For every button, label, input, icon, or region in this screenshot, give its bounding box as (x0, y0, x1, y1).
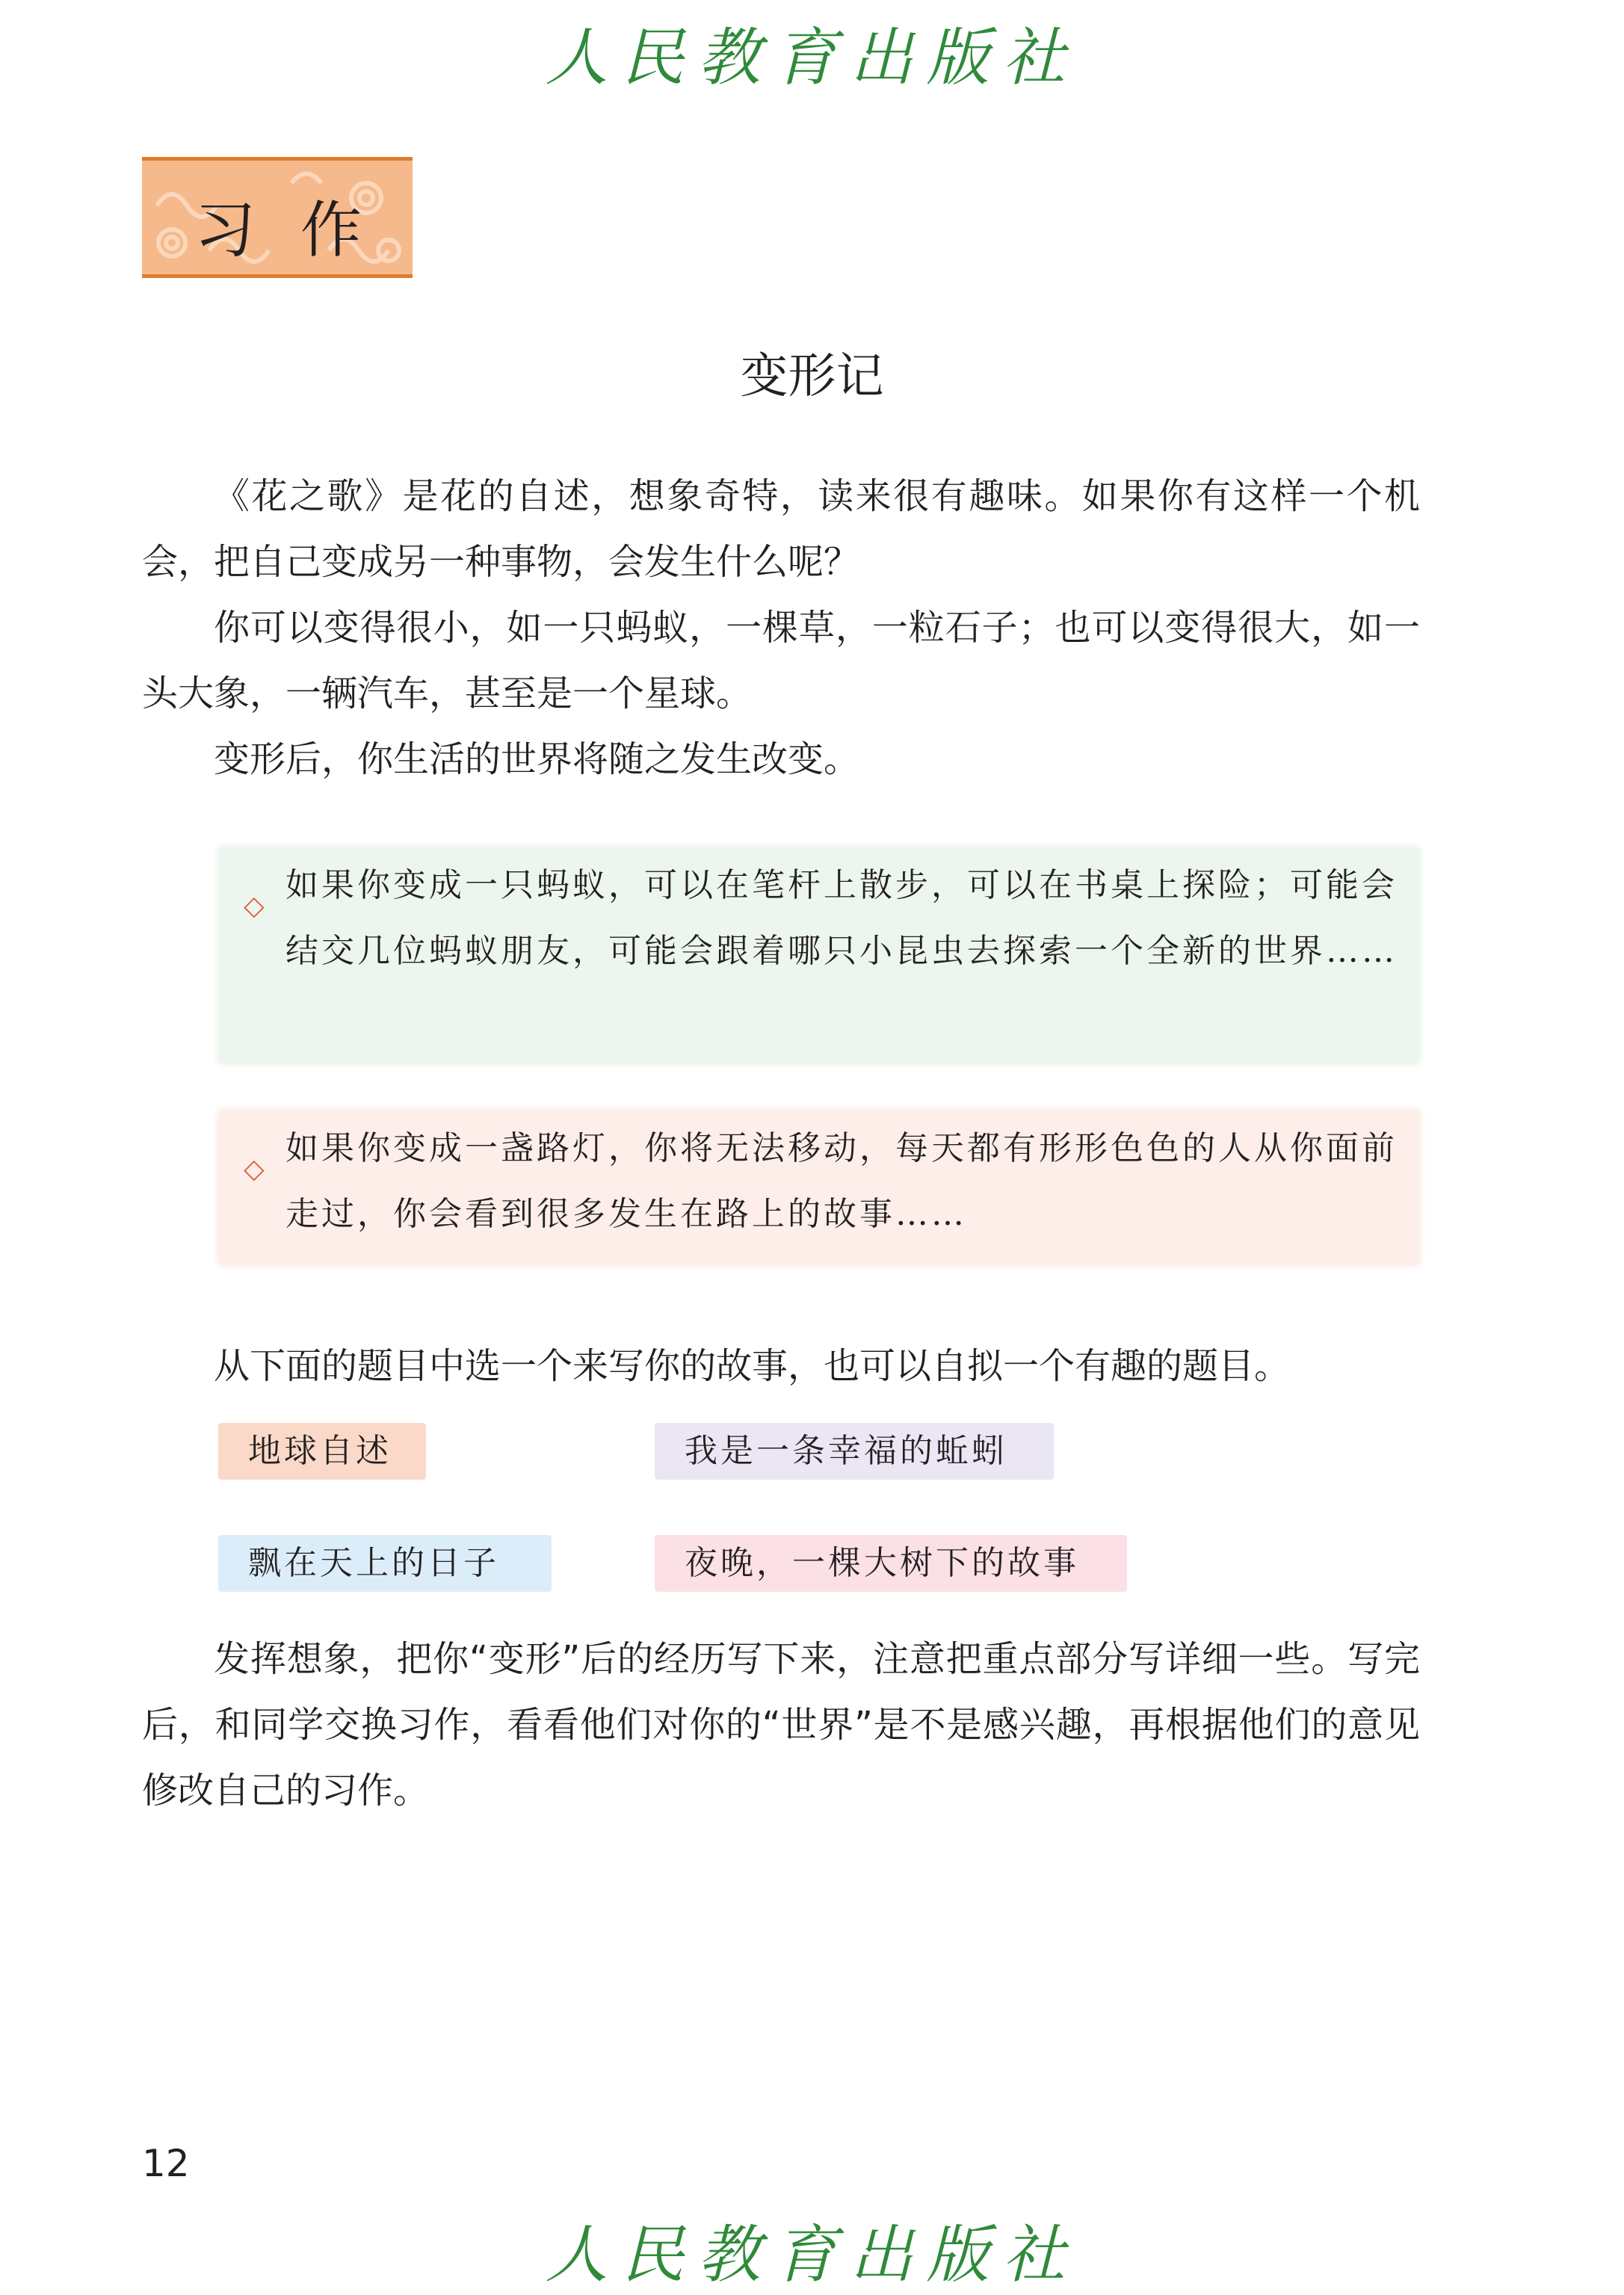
section-badge (142, 157, 413, 278)
paragraph-closing: 发挥想象，把你“变形”后的经历写下来，注意把重点部分写详细一些。写完后，和同学交换习作，看看他们对你的“世界”是不是感兴趣，再根据他们的意见修改自己的习作。 (142, 1638, 1420, 1811)
topic-earth: 地球自述 (218, 1423, 426, 1480)
section-badge-label: 习作 (194, 195, 407, 266)
paragraph-size: 你可以变得很小，如一只蚂蚁，一棵草，一粒石子；也可以变得很大，如一头大象，一辆汽车，甚至是一个星球。 (142, 607, 1420, 714)
paragraph-intro: 《花之歌》是花的自述，想象奇特，读来很有趣味。如果你有这样一个机会，把自己变成另一种事物，会发生什么呢？ (142, 475, 1420, 583)
topic-sky: 飘在天上的日子 (218, 1535, 552, 1592)
page-title: 变形记 (740, 349, 884, 404)
topic-earthworm: 我是一条幸福的蚯蚓 (655, 1423, 1054, 1480)
diamond-icon: ◇ (244, 891, 268, 921)
paragraph-prompt: 从下面的题目中选一个来写你的故事，也可以自拟一个有趣的题目。 (214, 1345, 1291, 1387)
page-number: 12 (142, 2142, 190, 2185)
example-box-ant (218, 847, 1420, 1063)
example-box-streetlamp (218, 1110, 1420, 1265)
example-text-streetlamp: 如果你变成一盏路灯，你将无法移动，每天都有形形色色的人从你面前走过，你会看到很多发生在路上的故事…… (285, 1129, 1398, 1233)
diamond-icon: ◇ (244, 1154, 268, 1184)
topic-tree-night: 夜晚，一棵大树下的故事 (655, 1535, 1127, 1592)
publisher-header-logo: 人民教育出版社 (545, 21, 1079, 94)
example-text-ant: 如果你变成一只蚂蚁，可以在笔杆上散步，可以在书桌上探险；可能会结交几位蚂蚁朋友，可能会跟着哪只小昆虫去探索一个全新的世界…… (285, 866, 1398, 970)
publisher-footer-logo: 人民教育出版社 (545, 2218, 1079, 2291)
paragraph-change: 变形后，你生活的世界将随之发生改变。 (214, 738, 860, 780)
